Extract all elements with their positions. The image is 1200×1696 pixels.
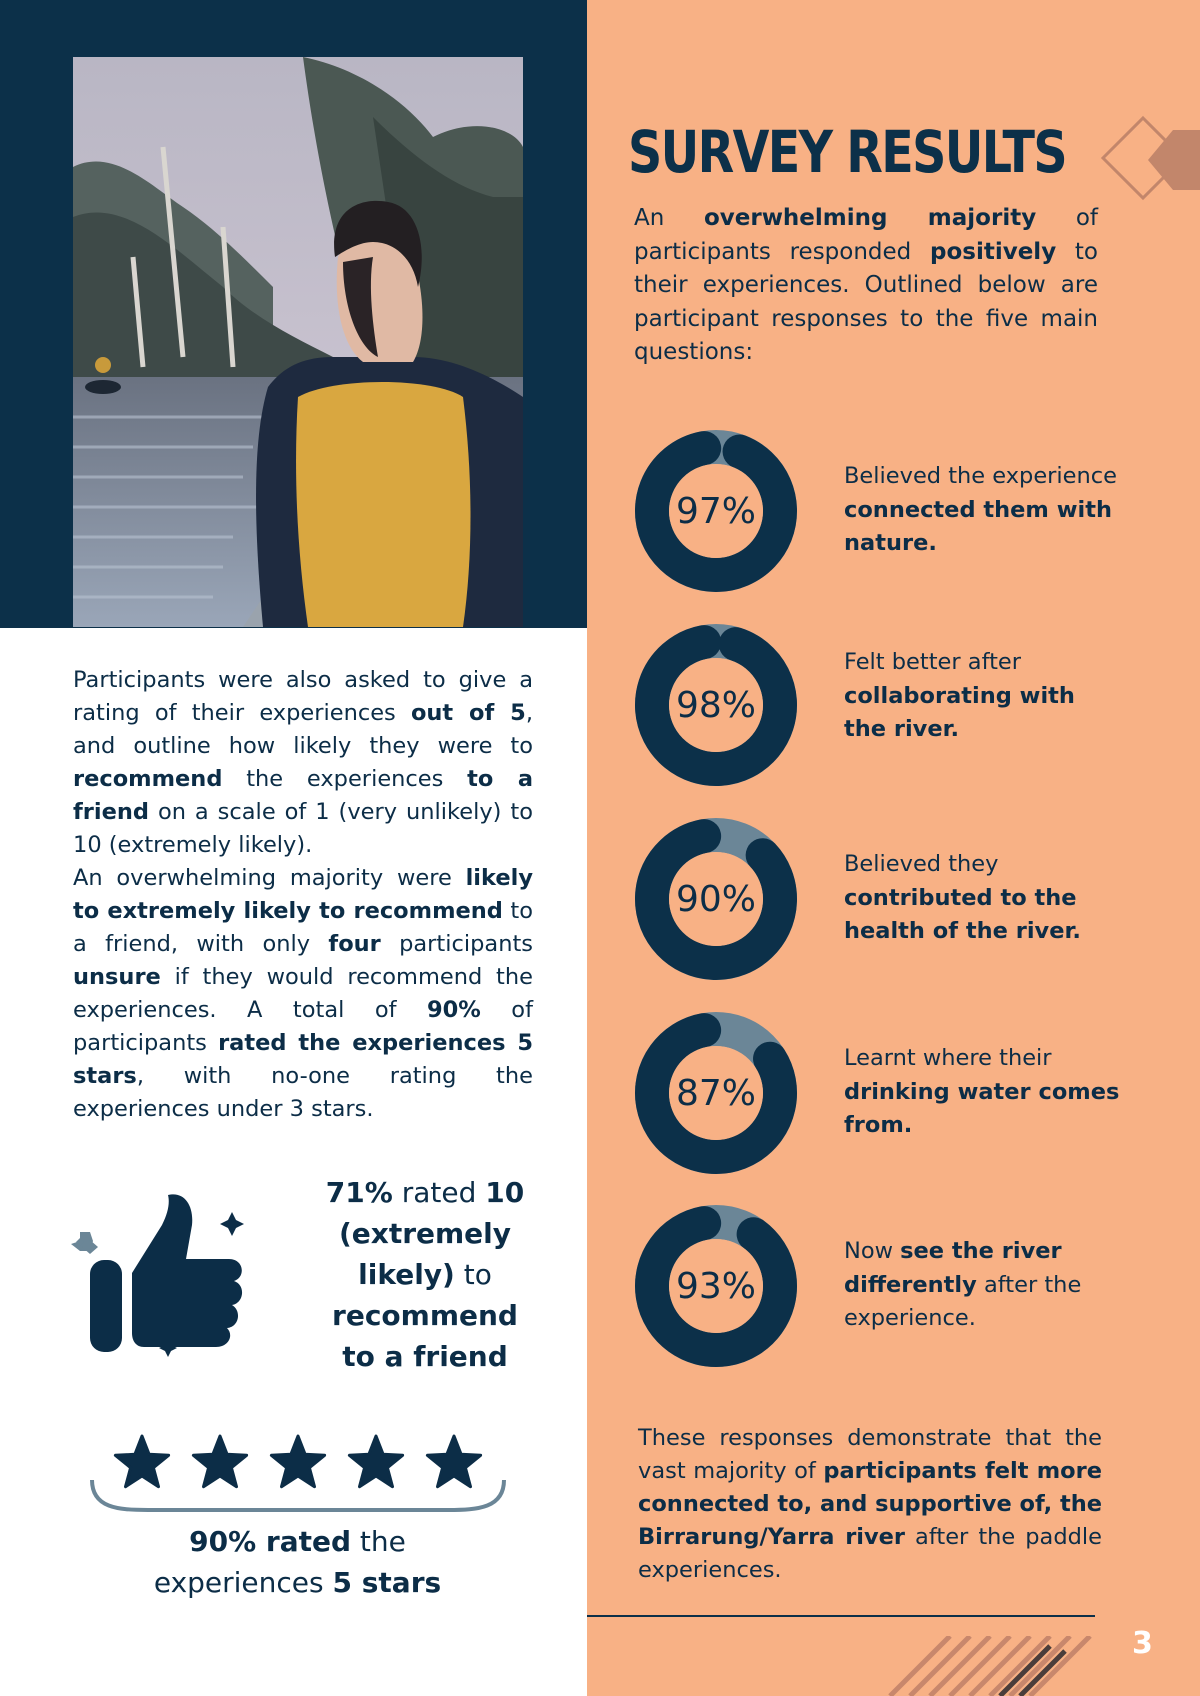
stat-description-2: Felt better after collaborating with the river. xyxy=(844,649,1075,742)
page-number: 3 xyxy=(1132,1626,1153,1661)
donut-percent-label: 97% xyxy=(675,490,756,532)
stat-description-5: Now see the river differently after the experience. xyxy=(844,1238,1082,1331)
kayaker-photo xyxy=(73,57,523,627)
star-icon xyxy=(427,1436,480,1487)
donut-chart-3 xyxy=(633,816,799,982)
recommend-callout: 71% rated 10 (extremely likely) to recommend to a friend xyxy=(325,1176,525,1373)
stat-description-1: Believed the experience connected them with nature. xyxy=(844,463,1117,556)
rating-paragraph-1: Participants were also asked to give a rating of their experiences out of 5, and outline how likely they were to recommend the experiences to a friend on a scale of 1 (very unlikely) to 10 (extremely likely). xyxy=(73,667,533,858)
footer-divider xyxy=(587,1615,1095,1617)
five-star-caption: 90% rated the experiences 5 stars xyxy=(153,1525,442,1599)
stat-description-3: Believed they contributed to the health of the river. xyxy=(844,851,1081,944)
thumbs-up-icon xyxy=(64,1185,254,1365)
stripe-decoration xyxy=(880,1636,1110,1696)
donut-percent-label: 87% xyxy=(675,1072,756,1114)
diamond-decoration xyxy=(1098,110,1200,210)
star-icon xyxy=(115,1436,168,1487)
donut-percent-label: 90% xyxy=(675,878,756,920)
star-icon xyxy=(271,1436,324,1487)
donut-chart-5 xyxy=(633,1203,799,1369)
star-icons xyxy=(115,1436,480,1487)
stat-description-4: Learnt where their drinking water comes from. xyxy=(844,1045,1120,1138)
star-icon xyxy=(349,1436,402,1487)
five-star-rating xyxy=(88,1432,508,1512)
donut-chart-1 xyxy=(633,428,799,594)
donut-percent-label: 93% xyxy=(675,1265,756,1307)
rating-paragraph-2: An overwhelming majority were likely to extremely likely to recommend to a friend, with only four participants unsure if they would recommend the experiences. A total of 90% of participants rated the experiences 5 stars, with no-one rating the experiences under 3 stars. xyxy=(73,865,534,1122)
donut-percent-label: 98% xyxy=(675,684,756,726)
intro-paragraph: An overwhelming majority of participants responded positively to their experiences. Outlined below are participant responses to the five main questions: xyxy=(634,205,1099,365)
rating-description xyxy=(73,664,533,1126)
page-title: SURVEY RESULTS xyxy=(628,118,1066,186)
conclusion-paragraph: These responses demonstrate that the vast majority of participants felt more connected to, and supportive of, the Birrarung/Yarra river after the paddle experiences. xyxy=(638,1425,1102,1583)
star-icon xyxy=(193,1436,246,1487)
donut-chart-4 xyxy=(633,1010,799,1176)
donut-chart-2 xyxy=(633,622,799,788)
